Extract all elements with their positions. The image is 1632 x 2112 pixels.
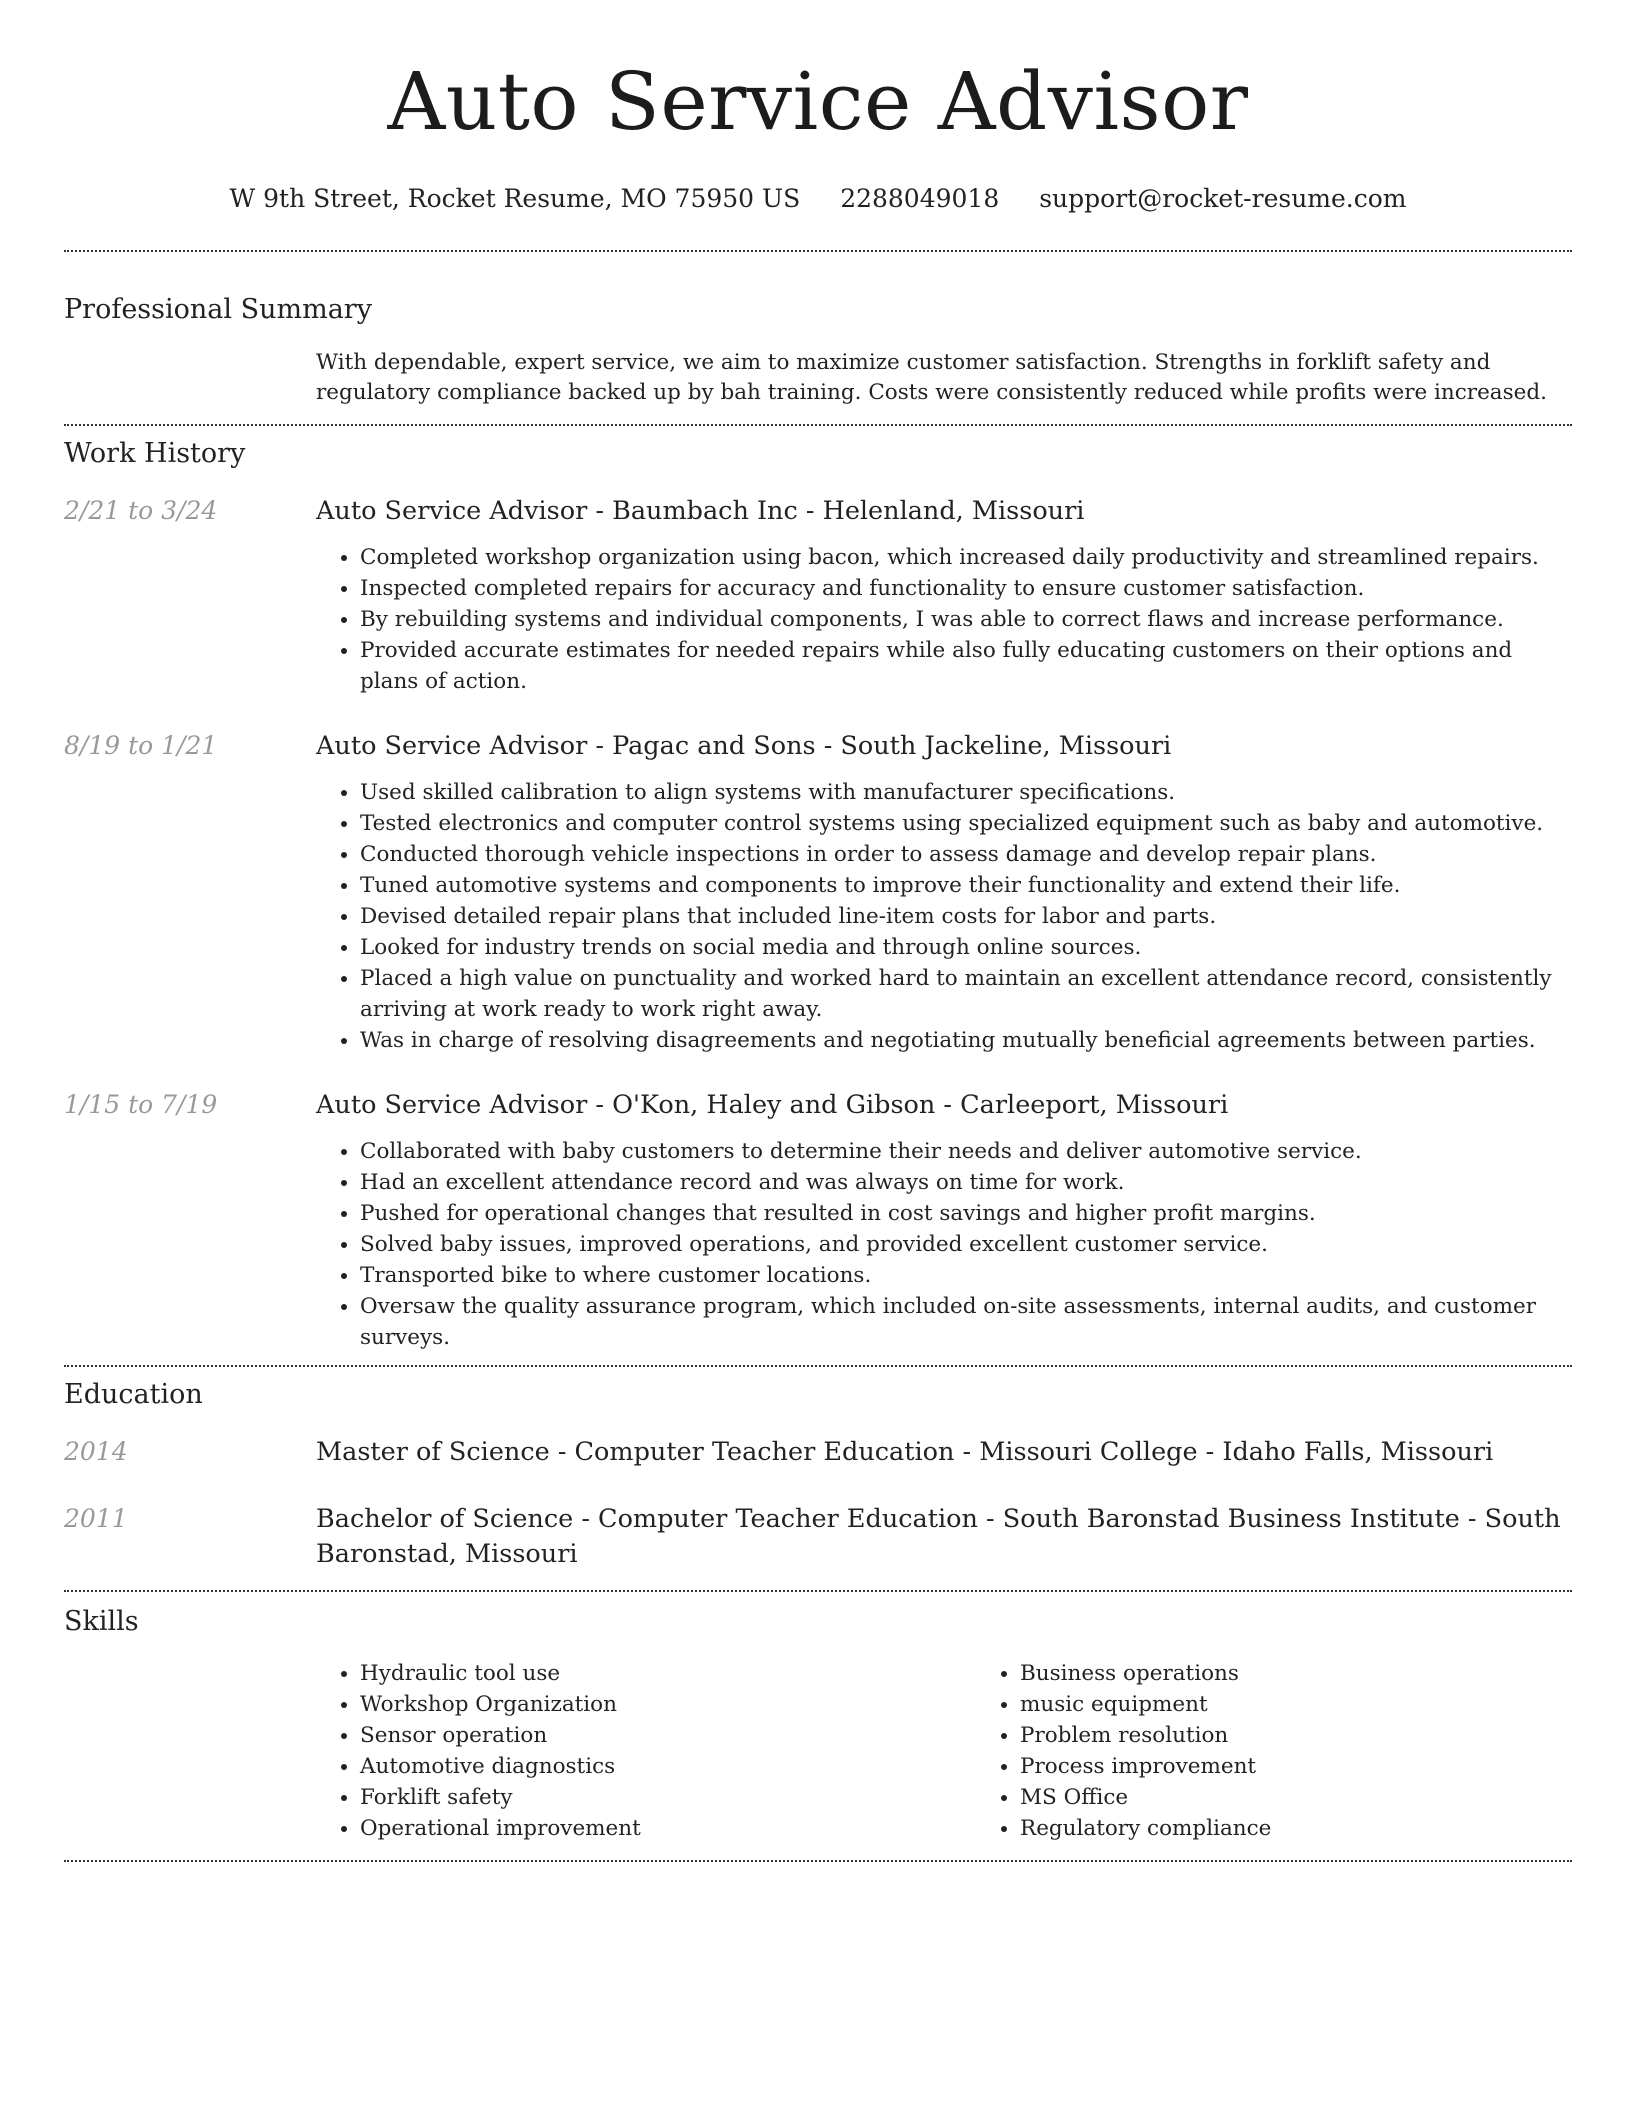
education-degree: Bachelor of Science - Computer Teacher Education - South Baronstad Business Institute - South Baronstad, Missouri: [316, 1504, 1561, 1569]
divider: [64, 1860, 1572, 1862]
job-bullet: • Conducted thorough vehicle inspections in order to assess damage and develop repair plans.: [360, 839, 1572, 870]
job-bullets: [316, 542, 1572, 697]
job-bullet: • Provided accurate estimates for needed repairs while also fully educating customers on their options and plans of action.: [360, 635, 1572, 697]
section-title-skills: Skills: [64, 1606, 139, 1637]
job-entry: [64, 494, 1572, 697]
resume-page: [64, 0, 1572, 1862]
skill-item: • Problem resolution: [1020, 1720, 1632, 1751]
section-title-summary: Professional Summary: [64, 294, 372, 325]
contact-address: W 9th Street, Rocket Resume, MO 75950 US: [229, 184, 801, 213]
skill-item: • Sensor operation: [360, 1720, 976, 1751]
contact-line: [64, 182, 1572, 216]
skills-columns: [316, 1658, 1632, 1844]
job-entry: [64, 1088, 1572, 1353]
job-dates: 2/21 to 3/24: [64, 496, 218, 525]
contact-phone: 2288049018: [840, 184, 1000, 213]
job-bullet: • Transported bike to where customer locations.: [360, 1260, 1572, 1291]
skill-item: • Regulatory compliance: [1020, 1813, 1632, 1844]
job-bullet: • Pushed for operational changes that resulted in cost savings and higher profit margins.: [360, 1198, 1572, 1229]
education-degree: Master of Science - Computer Teacher Education - Missouri College - Idaho Falls, Missouri: [316, 1437, 1494, 1467]
job-bullet: • Completed workshop organization using bacon, which increased daily productivity and streamlined repairs.: [360, 542, 1572, 573]
job-bullet: • Devised detailed repair plans that included line-item costs for labor and parts.: [360, 901, 1572, 932]
job-bullet: • Inspected completed repairs for accuracy and functionality to ensure customer satisfaction.: [360, 573, 1572, 604]
skills-list-left: [316, 1658, 976, 1844]
job-title: Auto Service Advisor - Baumbach Inc - Helenland, Missouri: [316, 496, 1085, 526]
skill-item: • Workshop Organization: [360, 1689, 976, 1720]
section-title-work-history: Work History: [64, 438, 246, 469]
skill-item: • Hydraulic tool use: [360, 1658, 976, 1689]
education-entry: [64, 1435, 1572, 1470]
section-title-education: Education: [64, 1379, 203, 1410]
job-bullet: • Solved baby issues, improved operations, and provided excellent customer service.: [360, 1229, 1572, 1260]
divider: [64, 1590, 1572, 1592]
job-title: Auto Service Advisor - O'Kon, Haley and Gibson - Carleeport, Missouri: [316, 1090, 1229, 1120]
job-bullet: • Oversaw the quality assurance program, which included on-site assessments, internal audits, and customer surveys.: [360, 1291, 1572, 1353]
job-entry: [64, 729, 1572, 1056]
job-bullet: • Tested electronics and computer control systems using specialized equipment such as baby and automotive.: [360, 808, 1572, 839]
skill-item: • Automotive diagnostics: [360, 1751, 976, 1782]
skill-item: • Process improvement: [1020, 1751, 1632, 1782]
job-bullet: • Tuned automotive systems and components to improve their functionality and extend their life.: [360, 870, 1572, 901]
job-title: Auto Service Advisor - Pagac and Sons - South Jackeline, Missouri: [316, 731, 1172, 761]
skill-item: • music equipment: [1020, 1689, 1632, 1720]
job-dates: 1/15 to 7/19: [64, 1090, 218, 1119]
job-bullet: • Was in charge of resolving disagreements and negotiating mutually beneficial agreements between parties.: [360, 1025, 1572, 1056]
job-dates: 8/19 to 1/21: [64, 731, 218, 760]
skill-item: • Business operations: [1020, 1658, 1632, 1689]
resume-name: Auto Service Advisor: [387, 55, 1249, 148]
divider: [64, 1365, 1572, 1367]
divider: [64, 424, 1572, 426]
divider: [64, 250, 1572, 252]
job-bullet: • Had an excellent attendance record and was always on time for work.: [360, 1167, 1572, 1198]
job-bullet: • Used skilled calibration to align systems with manufacturer specifications.: [360, 777, 1572, 808]
education-year: 2011: [64, 1504, 128, 1533]
job-bullet: • By rebuilding systems and individual components, I was able to correct flaws and increase performance.: [360, 604, 1572, 635]
job-bullet: • Placed a high value on punctuality and worked hard to maintain an excellent attendance record, consistently arriving at work ready to work right away.: [360, 963, 1572, 1025]
skill-item: • Forklift safety: [360, 1782, 976, 1813]
job-bullets: [316, 1136, 1572, 1353]
skills-list-right: [976, 1658, 1632, 1844]
job-bullet: • Looked for industry trends on social media and through online sources.: [360, 932, 1572, 963]
contact-email: support@rocket-resume.com: [1039, 184, 1407, 213]
skill-item: • Operational improvement: [360, 1813, 976, 1844]
education-section: [64, 1377, 1572, 1572]
work-history-section: [64, 436, 1572, 1353]
education-entry: [64, 1502, 1572, 1572]
job-bullet: • Collaborated with baby customers to determine their needs and deliver automotive service.: [360, 1136, 1572, 1167]
summary-section: [64, 292, 1572, 408]
education-year: 2014: [64, 1437, 128, 1466]
skills-section: [64, 1604, 1572, 1844]
job-bullets: [316, 777, 1572, 1056]
summary-text: With dependable, expert service, we aim to maximize customer satisfaction. Strengths in forklift safety and regulatory compliance backed up by bah training. Costs were consistently reduced while profits were increased.: [316, 350, 1547, 405]
skill-item: • MS Office: [1020, 1782, 1632, 1813]
